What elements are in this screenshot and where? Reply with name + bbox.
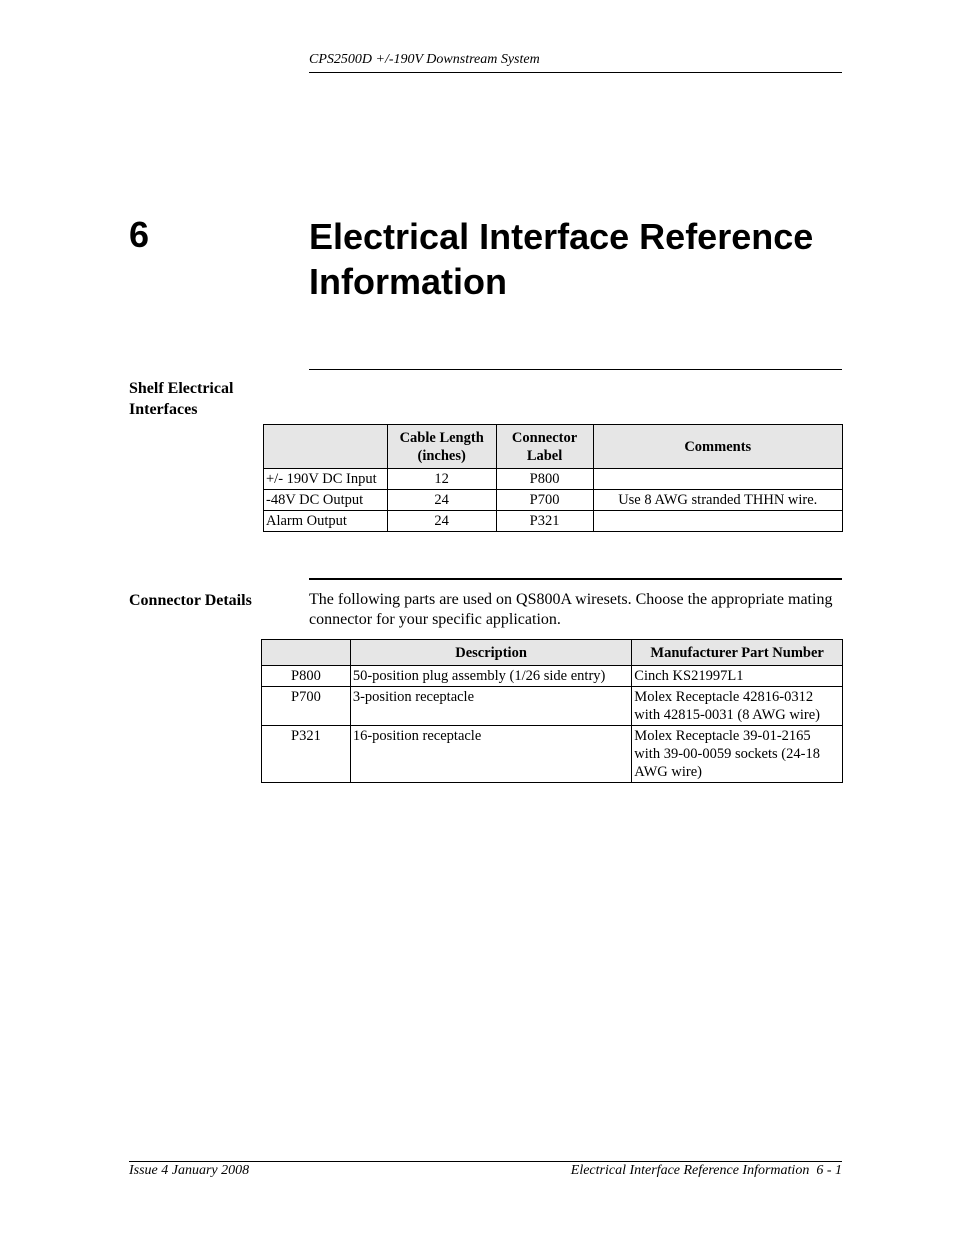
connector-details-table — [261, 639, 843, 783]
table-header: Connector Label — [496, 425, 593, 469]
table-header: Cable Length (inches) — [387, 425, 496, 469]
table-cell: P700 — [262, 687, 351, 726]
section-heading-shelf: Shelf Electrical Interfaces — [129, 380, 234, 418]
table-cell: P800 — [496, 469, 593, 490]
table-header: Manufacturer Part Number — [632, 640, 843, 666]
section-heading-connector: Connector Details — [129, 592, 252, 609]
table-cell: Molex Receptacle 42816-0312 with 42815-0031 (8 AWG wire) — [632, 687, 843, 726]
footer-issue: Issue 4 January 2008 — [129, 1163, 250, 1178]
table-row — [262, 726, 843, 783]
table-cell: Alarm Output — [264, 511, 388, 532]
table-cell — [593, 469, 843, 490]
table-header: Comments — [593, 425, 843, 469]
chapter-number: 6 — [129, 214, 150, 255]
table-cell: Use 8 AWG stranded THHN wire. — [593, 490, 843, 511]
table-row — [262, 666, 843, 687]
table-cell — [593, 511, 843, 532]
table-cell: P800 — [262, 666, 351, 687]
table-header: Description — [350, 640, 631, 666]
section-rule — [309, 369, 842, 370]
table-cell: -48V DC Output — [264, 490, 388, 511]
footer-rule — [129, 1161, 842, 1162]
table-cell: 50-position plug assembly (1/26 side entry) — [350, 666, 631, 687]
table-cell: Molex Receptacle 39-01-2165 with 39-00-0059 sockets (24-18 AWG wire) — [632, 726, 843, 783]
table-cell: 16-position receptacle — [350, 726, 631, 783]
shelf-interfaces-table — [263, 424, 843, 532]
table-cell: +/- 190V DC Input — [264, 469, 388, 490]
table-row — [264, 469, 843, 490]
chapter-title: Electrical Interface Reference Information — [309, 216, 814, 302]
table-cell: 24 — [387, 511, 496, 532]
body-paragraph: The following parts are used on QS800A wiresets. Choose the appropriate mating connector for your specific application. — [309, 591, 833, 628]
table-cell: 24 — [387, 490, 496, 511]
table-cell: 12 — [387, 469, 496, 490]
table-row — [262, 687, 843, 726]
table-cell: Cinch KS21997L1 — [632, 666, 843, 687]
table-header — [262, 640, 351, 666]
table-row — [264, 511, 843, 532]
table-cell: P700 — [496, 490, 593, 511]
table-header — [264, 425, 388, 469]
table-cell: P321 — [496, 511, 593, 532]
table-cell: 3-position receptacle — [350, 687, 631, 726]
table-row — [264, 490, 843, 511]
table-cell: P321 — [262, 726, 351, 783]
running-header: CPS2500D +/-190V Downstream System — [309, 52, 842, 73]
footer-page-label: Electrical Interface Reference Information 6 - 1 — [570, 1163, 842, 1178]
section-rule — [309, 578, 842, 580]
